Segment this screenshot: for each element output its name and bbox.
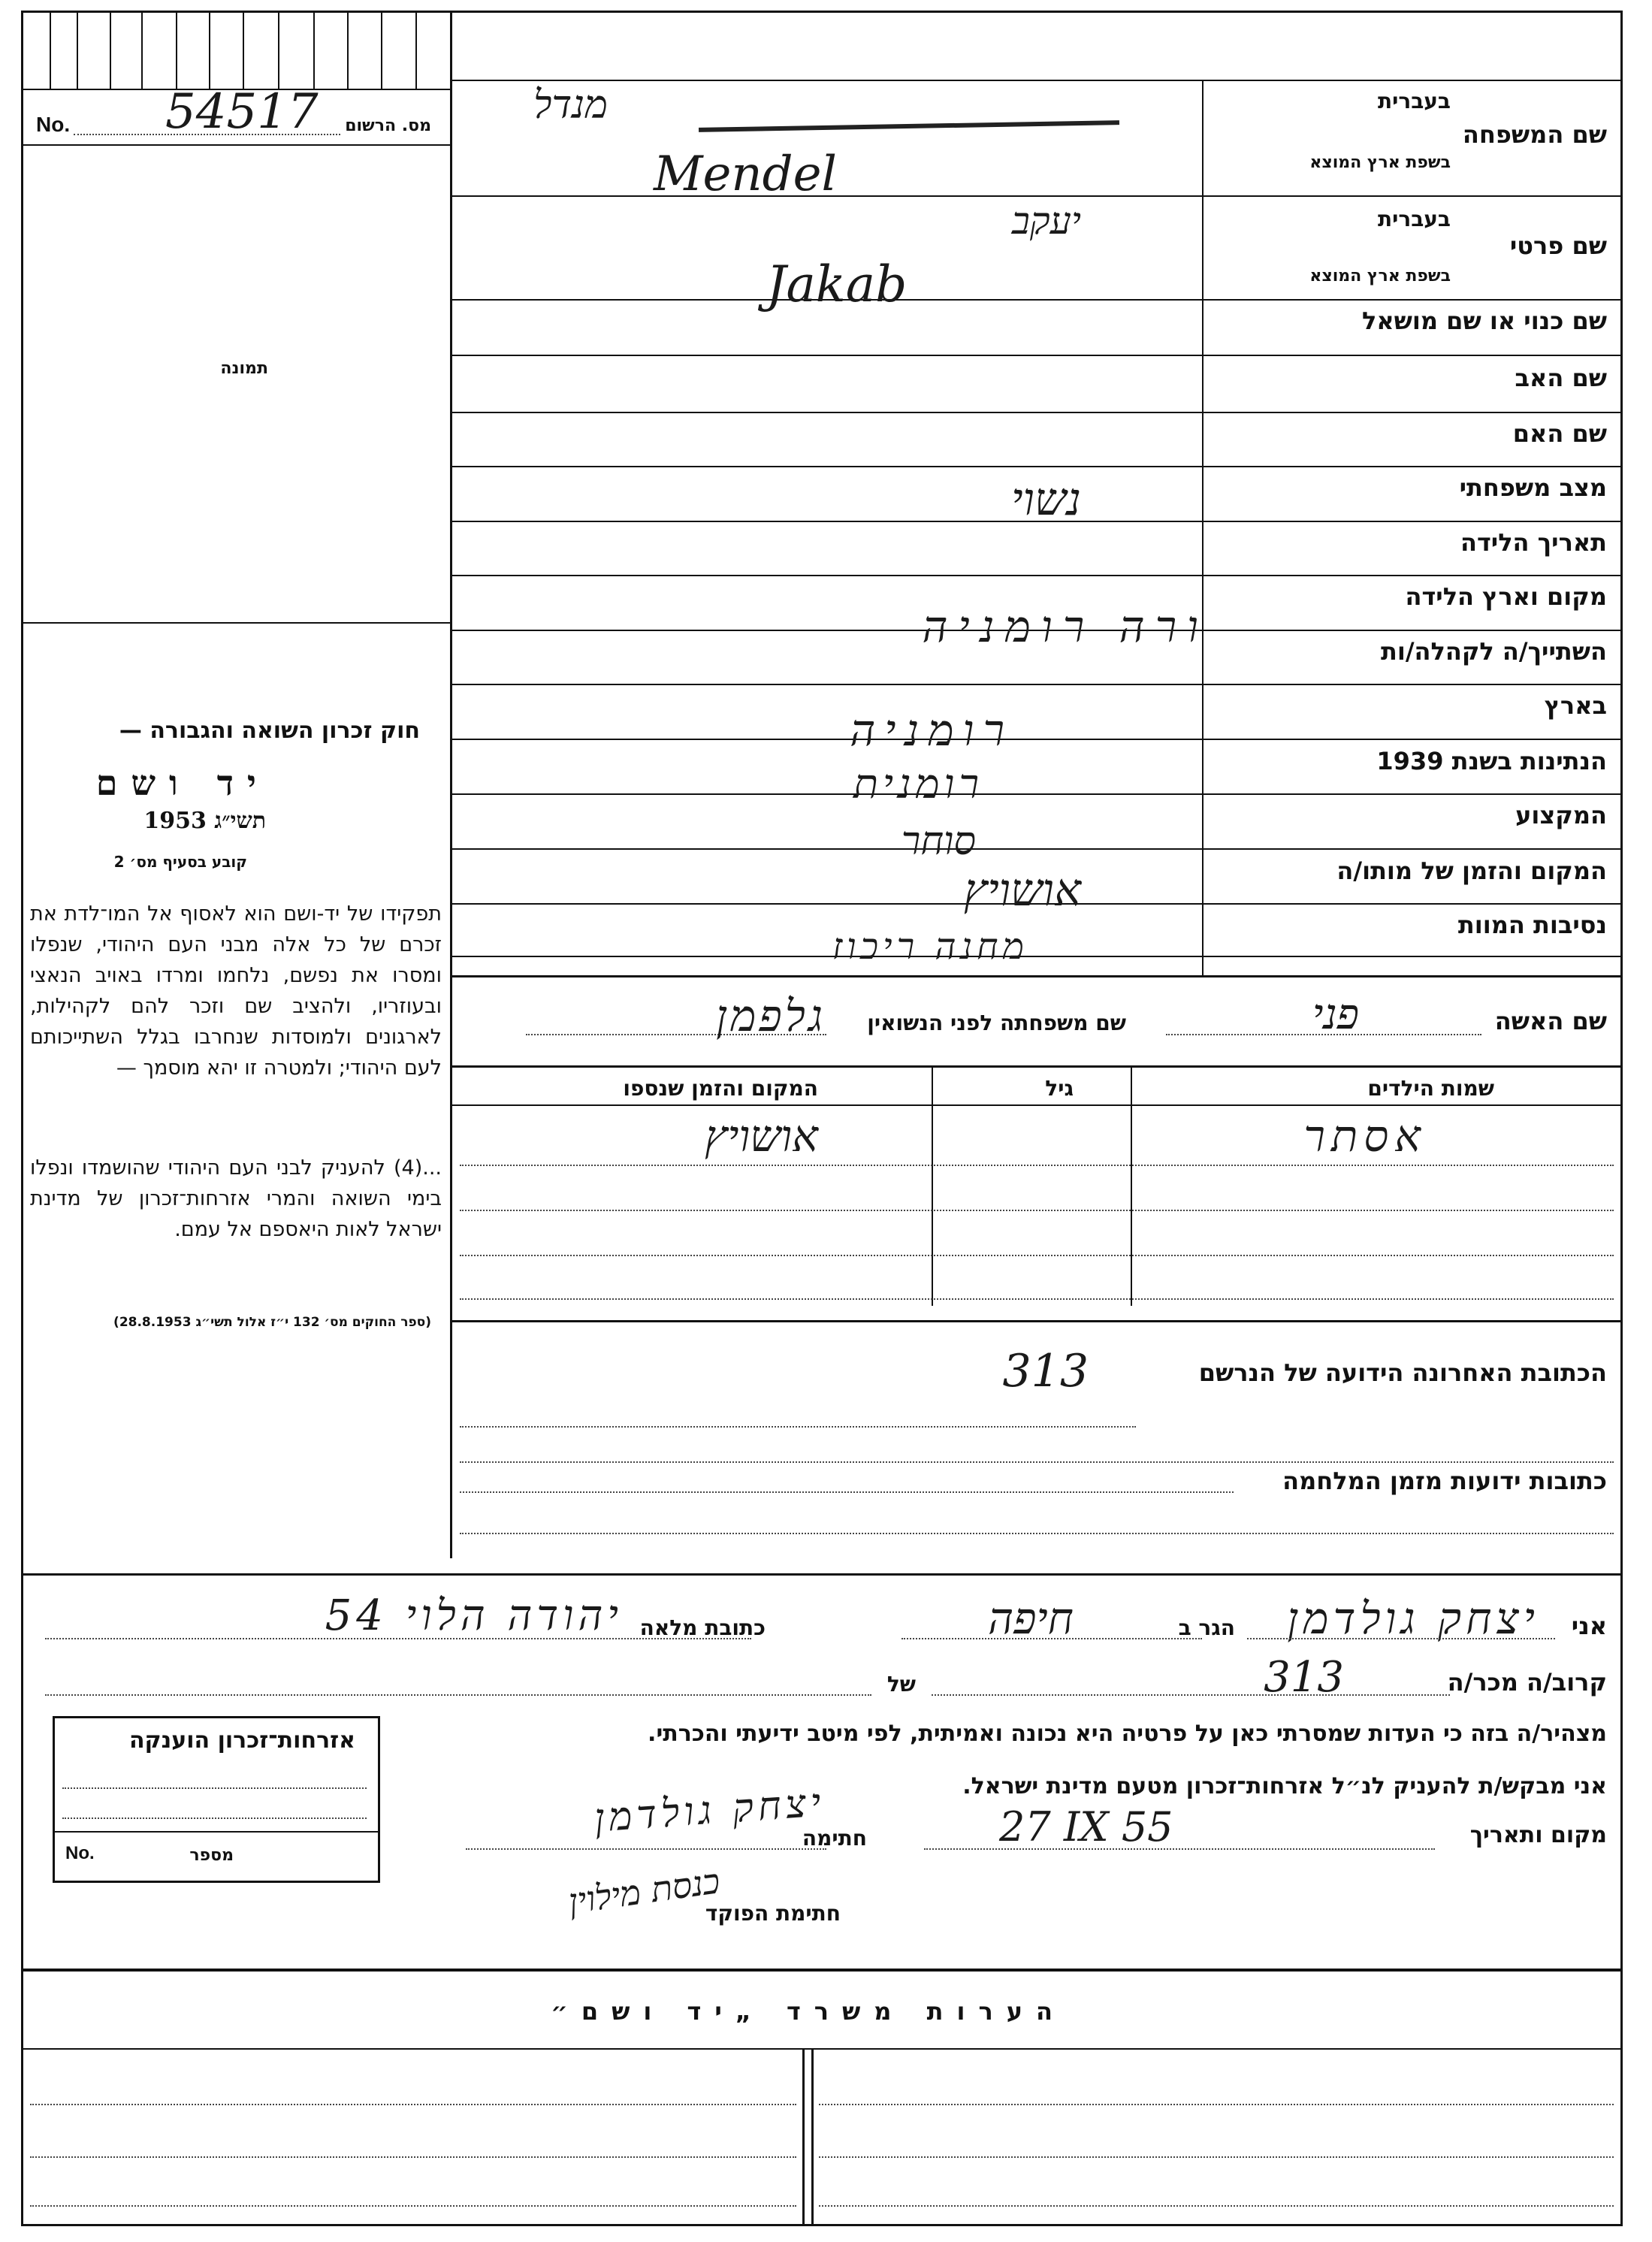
first-name-sub-origin: בשפת ארץ המוצא xyxy=(1309,267,1451,286)
children-header-place-time: המקום והזמן שנספו xyxy=(623,1076,818,1101)
birth-date-label: תאריך הלידה xyxy=(1460,528,1607,557)
father-name-label: שם האב xyxy=(1515,364,1607,392)
citizenship-box-number-label: מספר xyxy=(189,1846,234,1865)
family-name-sub-origin: בשפת ארץ המוצא xyxy=(1309,153,1451,172)
nickname-label: שם כנוי או שם מושאל xyxy=(1361,307,1607,335)
frame-bottom xyxy=(21,2224,1623,2226)
death-circumstances-label: נסיבות המוות xyxy=(1457,911,1607,939)
mother-name-label: שם האם xyxy=(1512,419,1607,448)
citizenship-box-title: אזרחות־זכרון הוענקה xyxy=(128,1727,355,1754)
occupation-label: המקצוע xyxy=(1515,801,1607,829)
war-addresses-label: כתובות ידועות מזמן המלחמה xyxy=(1282,1467,1607,1495)
first-name-hebrew-value: יעקב xyxy=(1011,199,1081,243)
family-name-hebrew-value: מנדל xyxy=(533,83,608,128)
declaration-text: מצהיר/ה בזה כי העדות שמסרתי כאן על פרטיה היא נכונה ואמיתית, לפי מיטב ידיעתי והכרתי. xyxy=(648,1721,1607,1747)
place-date-label: מקום ותאריך xyxy=(1469,1822,1607,1848)
officer-signature-label: חתימת הפוקד xyxy=(705,1901,841,1926)
first-name-sub-hebrew: בעברית xyxy=(1377,207,1451,231)
marital-status-label: מצב משפחתי xyxy=(1459,473,1607,502)
last-address-label: הכתובת האחרונה הידועה של הנרשם xyxy=(1198,1358,1607,1387)
signature-value: יצחק גולדמן xyxy=(593,1780,827,1842)
citizenship-box xyxy=(53,1716,380,1883)
birth-place-value: ורה רומניה xyxy=(922,601,1209,652)
relative-label: קרוב/ה מכר/ה xyxy=(1447,1668,1607,1697)
law-box-section: קובע בסעיף מס׳ 2 xyxy=(113,853,247,871)
declarant-name: יצחק גולדמן xyxy=(1287,1593,1539,1644)
last-address-value: 313 xyxy=(1002,1345,1089,1397)
children-header-age: גיל xyxy=(1045,1076,1074,1101)
family-name-sub-hebrew: בעברית xyxy=(1377,89,1451,113)
frame-top xyxy=(21,11,1623,13)
officer-signature-value: כנסת מילוין xyxy=(566,1860,723,1922)
occupation-value: סוחר xyxy=(901,819,976,864)
relative-value: 313 xyxy=(1264,1653,1344,1702)
citizenship-box-no-label: No. xyxy=(65,1843,95,1863)
law-box-year: תשי״ג 1953 xyxy=(143,808,266,834)
community-label: השתייך/ה לקהלה/ות xyxy=(1380,637,1607,666)
law-box-footnote: (ספר החוקים מס׳ 132 י״ז אלול תשי״ג 28.8.1953) xyxy=(113,1315,431,1330)
death-circumstances-value: מחנה ריכוז xyxy=(832,926,1028,968)
office-notes-title: הערות משרד „יד ושם״ xyxy=(551,1997,1066,2026)
frame-right xyxy=(1620,11,1623,2225)
citizenship-1939-value: רומנית xyxy=(853,760,983,808)
first-name-label: שם פרטי xyxy=(1509,231,1607,260)
death-place-time-value: אושויץ xyxy=(963,864,1081,917)
request-text: אני מבקש/ת להעניק לנ״ל אזרחות־זכרון מטעם מדינת ישראל. xyxy=(962,1773,1607,1799)
declarant-i-label: אני xyxy=(1571,1612,1607,1640)
declarant-resides-value: חיפה xyxy=(988,1593,1074,1644)
death-place-time-label: המקום והזמן של מותו/ה xyxy=(1336,857,1607,885)
declarant-address-label: כתובת מלאה xyxy=(639,1615,766,1640)
spouse-value: פני xyxy=(1312,990,1359,1039)
registration-no-label: No. xyxy=(36,113,71,136)
frame-left xyxy=(21,11,23,2225)
law-box-title: חוק זכרון השואה והגבורה — xyxy=(119,718,420,744)
declarant-address-value: יהודה הלוי 54 xyxy=(325,1591,623,1640)
children-header-names: שמות הילדים xyxy=(1367,1076,1494,1101)
law-box-paragraph-2: ...(4) להעניק לבני העם היהודי שהושמדו ונפלו בימי השואה והמרי אזרחות־זכרון של מדינת ישראל לאות היאספם אל עמם. xyxy=(30,1156,442,1241)
family-name-label: שם המשפחה xyxy=(1462,120,1607,149)
in-country-label: בארץ xyxy=(1544,691,1607,720)
left-column-divider xyxy=(450,11,452,1558)
law-box-paragraph-1: תפקידו של יד-ושם הוא לאסוף אל המו־לדת את זכרם של כל אלה מבני העם היהודי, שנפלו ומסרו את נפשם, נלחמו ומרדו באויב הנאצי ובעוזריו, ולהציב שם וזכר להם לקהילות, לארגונים ולמוסדות שנחרבו בגלל השתייכותם לעם היהודי; ולמטרה זו יהא מוסמך — xyxy=(30,902,442,1080)
registration-number-label: מס. הרשום xyxy=(345,116,431,135)
photo-label: תמונה xyxy=(220,359,268,378)
family-name-strikethrough xyxy=(699,120,1119,132)
citizenship-1939-label: הנתינות בשנת 1939 xyxy=(1376,747,1607,775)
registration-number-value: 54517 xyxy=(165,84,319,140)
signature-label: חתימה xyxy=(802,1826,867,1851)
child-place-time: אושויץ xyxy=(705,1110,818,1162)
spouse-label: שם האשה xyxy=(1494,1007,1607,1035)
first-name-origin-value: Jakab xyxy=(766,255,908,313)
label-column-divider xyxy=(1202,80,1204,975)
law-box-yad-vashem: יד ושם xyxy=(95,763,270,803)
child-name: אסתר xyxy=(1303,1110,1427,1162)
in-country-value: רומניה xyxy=(850,705,1013,756)
place-date-value: 27 IX 55 xyxy=(999,1803,1173,1851)
birth-place-label: מקום וארץ הלידה xyxy=(1405,582,1607,611)
spouse-maiden-label: שם משפחתה לפני הנשואין xyxy=(867,1011,1126,1035)
declarant-resides-label: הגר ב xyxy=(1178,1615,1235,1640)
spouse-maiden-value: גלפמן xyxy=(716,990,826,1041)
relative-of-label: של xyxy=(886,1672,916,1697)
marital-status-value: נשוי xyxy=(1010,473,1081,526)
family-name-origin-value: Mendel xyxy=(654,147,837,202)
